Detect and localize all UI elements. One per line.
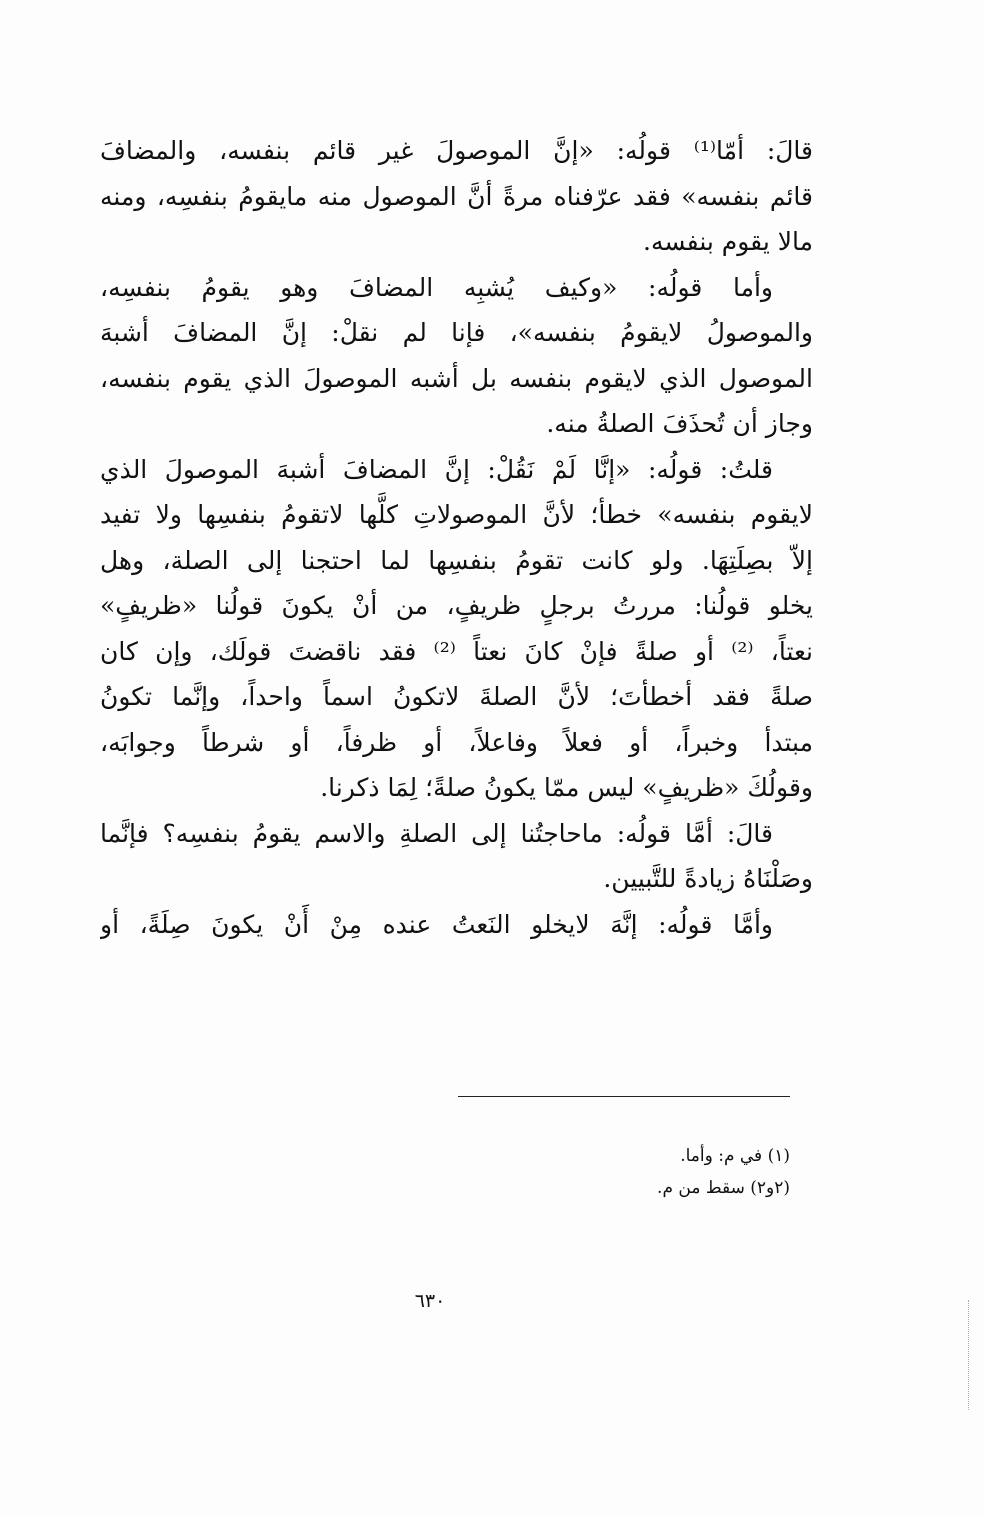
body-text bbox=[100, 128, 813, 947]
text-line: وقولُكَ «ظريفٍ» ليس ممّا يكونُ صلةً؛ لِمَا ذكرنا. bbox=[320, 773, 813, 802]
text-line: قالَ: أمّا⁽¹⁾ قولُه: «إنَّ الموصولَ غير قائم بنفسه، والمضافَ bbox=[100, 136, 813, 165]
text-line: مالا يقوم بنفسه. bbox=[643, 227, 813, 256]
text-line: وجاز أن تُحذَفَ الصلةُ منه. bbox=[546, 409, 813, 438]
text-line: صلةً فقد أخطأتَ؛ لأنَّ الصلةَ لاتكونُ اسماً واحداً، وإنَّما تكونُ bbox=[100, 682, 813, 711]
text-line: وصَلْنَاهُ زيادةً للتَّبيين. bbox=[603, 864, 813, 893]
text-line: وأما قولُه: «وكيف يُشبِه المضافَ وهو يقومُ بنفسِه، bbox=[100, 272, 773, 302]
text-line: الموصول الذي لايقوم بنفسه بل أشبه الموصولَ الذي يقوم بنفسه، bbox=[100, 363, 813, 393]
text-line: قالَ: أمَّا قولُه: ماحاجتُنا إلى الصلةِ والاسم يقومُ بنفسِه؟ فإنَّما bbox=[100, 818, 773, 848]
footnote-separator bbox=[458, 1096, 790, 1097]
footnotes bbox=[420, 1140, 790, 1204]
text-line: نعتاً، ⁽²⁾ أو صلةً فإنْ كانَ نعتاً ⁽²⁾ فقد ناقضتَ قولَك، وإن كان bbox=[100, 636, 813, 666]
text-line: وأمَّا قولُه: إنَّهَ لايخلو النَعتُ عنده مِنْ أَنْ يكونَ صِلَةً، أو bbox=[100, 909, 773, 939]
text-line: لايقوم بنفسه» خطأ؛ لأنَّ الموصولاتِ كلَّها لاتقومُ بنفسِها ولا تفيد bbox=[100, 500, 813, 529]
footnote: (٢و٢) سقط من م. bbox=[657, 1178, 790, 1198]
text-line: مبتدأ وخبراً، أو فعلاً وفاعلاً، أو ظرفاً، أو شرطاً وجوابَه، bbox=[100, 727, 813, 757]
scan-edge-mark bbox=[968, 1300, 969, 1410]
text-line: إلاّ بصِلَتِهَا. ولو كانت تقومُ بنفسِها لما احتجنا إلى الصلة، وهل bbox=[100, 545, 813, 575]
page-number: ٦٣٠ bbox=[414, 1290, 446, 1312]
text-line: قلتُ: قولُه: «إنَّا لَمْ نَقُلْ: إنَّ المضافَ أشبهَ الموصولَ الذي bbox=[100, 454, 773, 484]
text-line: يخلو قولُنا: مررتُ برجلٍ ظريفٍ، من أنْ يكونَ قولُنا «ظريفٍ» bbox=[100, 591, 813, 620]
footnote: (١) في م: وأما. bbox=[680, 1146, 790, 1166]
text-line: قائم بنفسه» فقد عرّفناه مرةً أنَّ الموصول منه مايقومُ بنفسِه، ومنه bbox=[100, 181, 813, 211]
text-line: والموصولُ لايقومُ بنفسه»، فإنا لم نقلْ: إنَّ المضافَ أشبهَ bbox=[100, 318, 813, 347]
